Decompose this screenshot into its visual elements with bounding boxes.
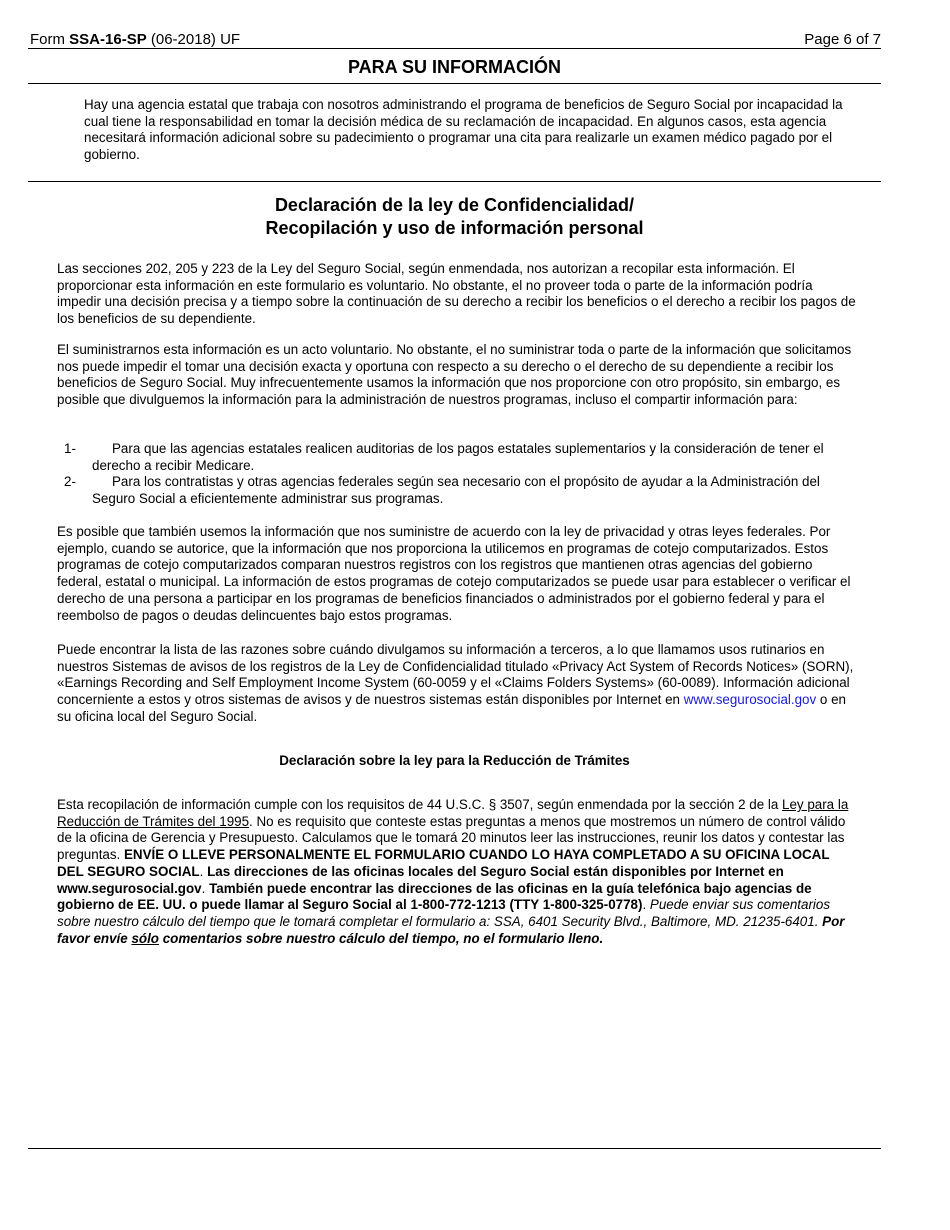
paperwork-section-title: Declaración sobre la ley para la Reducción de Trámites	[279, 753, 630, 768]
privacy-paragraph-4	[57, 642, 857, 726]
list-item	[57, 441, 857, 474]
privacy-section-title	[28, 194, 881, 240]
paperwork-text: .	[199, 863, 208, 879]
privacy-paragraph-4-end: o en su oficina local del Seguro Social.	[57, 692, 846, 724]
comments-note-end: comentarios sobre nuestro cálculo del tiempo, no el formulario lleno.	[158, 930, 604, 946]
paperwork-text: .	[642, 897, 650, 913]
form-prefix: Form	[30, 31, 70, 48]
info-section-text: Hay una agencia estatal que trabaja con nosotros administrando el programa de beneficios de Seguro Social por incapacidad la cual tiene la responsabilidad en tomar la decisión médica de su reclamación de incapacidad. En algunos casos, esta agencia necesitará información adicional sobre su padecimiento o programar una cita para realizarle un examen médico pagado por el gobierno.	[84, 97, 843, 163]
form-code: SSA-16-SP	[69, 31, 147, 48]
form-identifier	[30, 31, 240, 49]
paperwork-text: .	[201, 880, 210, 896]
comments-address: Puede enviar sus comentarios sobre nuestro cálculo del tiempo que le tomará completar el formulario a: SSA, 6401 Security Blvd., Baltimore, MD. 21235-6401.	[57, 897, 831, 929]
page-number: Page 6 of 7	[804, 31, 881, 48]
list-item	[57, 474, 857, 507]
footer-divider	[28, 1148, 881, 1149]
privacy-paragraph-4-text: Puede encontrar la lista de las razones sobre cuándo divulgamos su información a terceros, a lo que llamamos usos rutinarios en nuestros Sistemas de avisos de los registros de la Ley de Confidencialidad titulado «Privacy Act System of Records Notices» (SORN), «Earnings Recording and Self Employment Income System (60-0059 y el «Claims Folders Systems» (60-0089). Información adicional concerniente a estos y otros sistemas de avisos y de nuestros sistemas están disponibles por Internet en	[57, 642, 854, 708]
info-section-title: PARA SU INFORMACIÓN	[348, 57, 561, 77]
privacy-paragraph-3: Es posible que también usemos la información que nos suministre de acuerdo con la ley de privacidad y otras leyes federales. Por ejemplo, cuando se autorice, que la información que nos proporciona la utilicemos en programas de cotejo computarizados. Estos programas de cotejo computarizados comparan nuestros registros con los registros que mantienen otras agencias del gobierno federal, estatal o municipal. La información de estos programas de cotejo computarizados se puede usar para establecer o verificar el derecho de una persona a participar en los programas de beneficios financiados o administrados por el gobierno federal y para el reembolso de pagos o deudas delincuentes bajo estos programas.	[57, 524, 851, 623]
disclosure-list	[57, 441, 857, 508]
paperwork-text: Esta recopilación de información cumple con los requisitos de 44 U.S.C. § 3507, según enmendada por la sección 2 de la	[57, 797, 783, 812]
phone-info: También puede encontrar las direcciones de las oficinas en la guía telefónica bajo agencias de gobierno de EE. UU. o puede llamar al Seguro Social al 1-800-772-1213 (TTY 1-800-325-0778)	[57, 880, 812, 913]
office-address-info: Las direcciones de las oficinas locales del Seguro Social están disponibles por Internet en www.segurosocial.gov	[57, 863, 784, 896]
list-item-text: Para los contratistas y otras agencias federales según sea necesario con el propósito de ayudar a la Administración del Seguro Social a eficientemente administrar sus programas.	[92, 474, 820, 507]
form-suffix: (06-2018) UF	[146, 31, 241, 48]
page-header	[30, 31, 881, 49]
info-title-divider	[28, 83, 881, 84]
list-item-number: 2-	[64, 474, 76, 490]
header-divider	[28, 48, 881, 49]
section-divider	[28, 181, 881, 182]
list-item-number: 1-	[64, 441, 76, 456]
mail-instruction: ENVÍE O LLEVE PERSONALMENTE EL FORMULARIO CUANDO LO HAYA COMPLETADO A SU OFICINA LOCAL DEL SEGURO SOCIAL	[57, 847, 830, 879]
privacy-title-line2: Recopilación y uso de información personal	[265, 218, 644, 238]
segurosocial-link[interactable]: www.segurosocial.gov	[683, 692, 817, 708]
paperwork-paragraph	[57, 797, 857, 947]
privacy-paragraph-2: El suministrarnos esta información es un acto voluntario. No obstante, el no suministrar toda o parte de la información que solicitamos nos puede impedir el tomar una decisión exacta y oportuna con respecto a su derecho o el derecho de su dependiente a recibir los beneficios de Seguro Social. Muy infrecuentemente usamos la información que nos proporcione con otro propósito, sin embargo, es posible que divulguemos la información para la administración de nuestros programas, incluso el compartir información para:	[57, 342, 852, 408]
comments-note: Por favor envíe	[57, 913, 845, 946]
list-item-text: Para que las agencias estatales realicen auditorias de los pagos estatales suplementarios y la consideración de tener el derecho a recibir Medicare.	[92, 441, 824, 473]
paperwork-text: . No es requisito que conteste estas preguntas a menos que mostremos un número de control válido de la oficina de Gerencia y Presupuesto. Calculamos que le tomará 20 minutos leer las instrucciones, reunir los datos y contestar las preguntas.	[57, 813, 846, 863]
comments-note-emphasis: sólo	[131, 930, 159, 946]
paperwork-act-name: Ley para la Reducción de Trámites del 1995	[57, 797, 849, 829]
privacy-paragraph-1: Las secciones 202, 205 y 223 de la Ley del Seguro Social, según enmendada, nos autorizan a recopilar esta información. El proporcionar esta información en este formulario es voluntario. No obstante, el no proveer toda o parte de la información podría impedir una decisión precisa y a tiempo sobre la continuación de su derecho a recibir los beneficios o el derecho a recibir los pagos de los beneficios de su dependiente.	[57, 261, 856, 327]
privacy-title-line1: Declaración de la ley de Confidencialidad/	[274, 195, 635, 215]
